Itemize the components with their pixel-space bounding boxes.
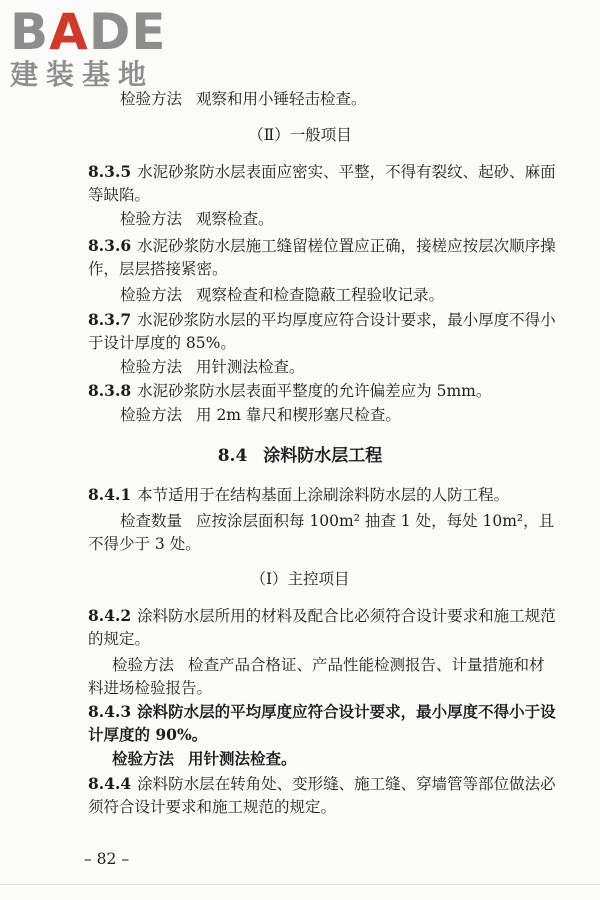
inspection-method-8-3-5: 检验方法 观察检查。 <box>120 210 274 228</box>
clause-8-4-4: 8.4.4 涂料防水层在转角处、变形缝、施工缝、穿墙管等部位做法必须符合设计要求和施工规范的规定。 <box>88 774 556 816</box>
watermark-logo <box>10 3 180 96</box>
clause-8-4-2: 8.4.2 涂料防水层所用的材料及配合比必须符合设计要求和施工规范的规定。 <box>88 606 556 648</box>
clause-8-3-6: 8.3.6 水泥砂浆防水层施工缝留槎位置应正确，接槎应按层次顺序操作，层层搭接紧密。 <box>88 236 556 278</box>
subsection-heading-main: （Ⅰ）主控项目 <box>250 570 350 588</box>
clause-8-4-3: 8.4.3 涂料防水层的平均厚度应符合设计要求，最小厚度不得小于设计厚度的 90%。 <box>88 702 556 744</box>
bottom-divider <box>0 884 600 885</box>
clause-8-3-5: 8.3.5 水泥砂浆防水层表面应密实、平整，不得有裂纹、起砂、麻面等缺陷。 <box>88 162 556 204</box>
clause-8-4-1: 8.4.1 本节适用于在结构基面上涂刷涂料防水层的人防工程。 <box>88 485 510 504</box>
logo-subtitle: 建装基地 <box>10 58 155 91</box>
clause-8-3-7: 8.3.7 水泥砂浆防水层的平均厚度应符合设计要求，最小厚度不得小于设计厚度的 85%。 <box>88 310 556 352</box>
inspection-quantity-8-4-1: 检查数量 应按涂层面积每 100m² 抽查 1 处，每处 10m²，且不得少于 3 处。 <box>88 512 555 553</box>
inspection-method-8-3-7: 检验方法 用针测法检查。 <box>120 358 305 376</box>
inspection-method-8-3-6: 检验方法 观察检查和检查隐蔽工程验收记录。 <box>120 286 445 304</box>
section-heading-8-4: 8.4 涂料防水层工程 <box>217 446 383 466</box>
page-number: – 82 – <box>84 850 130 868</box>
inspection-method-8-3-8: 检验方法 用 2m 靠尺和楔形塞尺检查。 <box>120 406 401 424</box>
subsection-heading-general: （Ⅱ）一般项目 <box>248 126 352 144</box>
inspection-method-8-4-2: 检验方法 检查产品合格证、产品性能检测报告、计量措施和材料进场检验报告。 <box>88 656 545 697</box>
logo-wordmark: BADE <box>10 3 167 61</box>
inspection-method-line: 检验方法 观察和用小锤轻击检查。 <box>120 90 367 108</box>
inspection-method-8-4-3: 检验方法 用针测法检查。 <box>112 749 297 768</box>
clause-8-3-8: 8.3.8 水泥砂浆防水层表面平整度的允许偏差应为 5mm。 <box>88 381 492 400</box>
